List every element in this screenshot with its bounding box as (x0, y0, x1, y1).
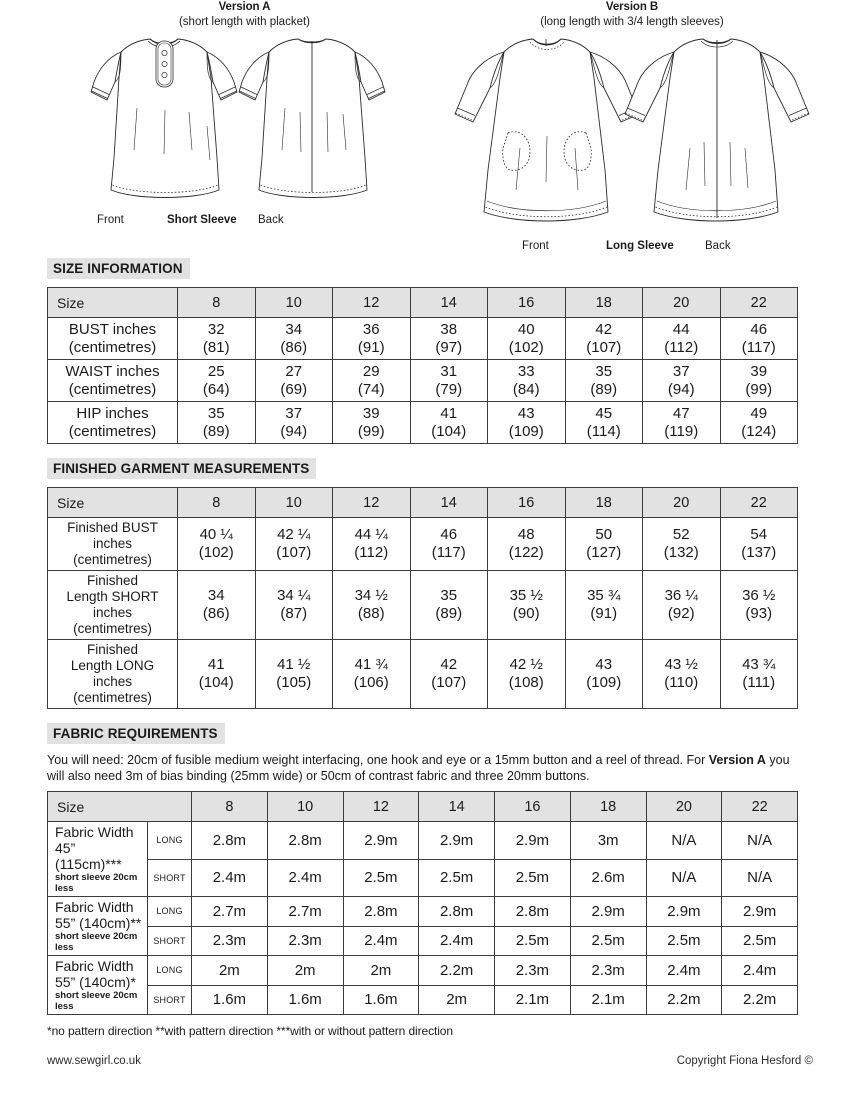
version-b-block (442, 0, 822, 254)
cell-45short-16: 2.5m (495, 859, 571, 897)
cell-45long-12: 2.9m (343, 822, 419, 860)
cell-bust-18: 42 (107) (565, 318, 643, 360)
cell-55bshort-8: 1.6m (192, 985, 268, 1015)
page-footer (47, 1055, 813, 1067)
cell-bust-10: 34 (86) (255, 318, 333, 360)
col-header-16: 16 (495, 792, 571, 822)
version-b-figure-labels (442, 238, 822, 254)
size-information-table (47, 287, 798, 444)
table-row (48, 897, 798, 927)
row-label-line2: inches (92, 536, 133, 551)
table-row (48, 822, 798, 860)
row-label-line2: (centimetres) (68, 422, 157, 440)
cell-hip-22: 49 (124) (720, 402, 798, 444)
fabric-label-line2: 45” (115cm)*** (55, 840, 122, 872)
version-b-title: Version B (605, 1, 659, 13)
col-header-20: 20 (646, 792, 722, 822)
fabric-requirements-heading: FABRIC REQUIREMENTS (47, 723, 225, 744)
note-part2: you will also need 3m of bias binding (25mm wide) or 50cm of contrast fabric and three 20mm buttons. (47, 753, 790, 783)
cell-bust-8: 32 (81) (178, 318, 256, 360)
version-a-figure-labels (67, 212, 422, 228)
version-b-subtitle: (long length with 3/4 length sleeves) (540, 16, 724, 28)
cell-55along-10: 2.7m (267, 897, 343, 927)
row-label-line1: Finished (86, 642, 139, 657)
table-row (48, 640, 798, 709)
col-header-14: 14 (410, 288, 488, 318)
col-header-8: 8 (178, 288, 256, 318)
version-b-drawing-svg (442, 30, 822, 238)
table-row (48, 360, 798, 402)
version-a-back-figure (239, 39, 385, 198)
finished-garment-heading: FINISHED GARMENT MEASUREMENTS (47, 458, 316, 479)
cell-flenshort-16: 35 ½ (90) (488, 571, 566, 640)
cell-hip-10: 37 (94) (255, 402, 333, 444)
table-row (48, 402, 798, 444)
cell-55alang-8: 2.7m (192, 897, 268, 927)
cell-45long-16: 2.9m (495, 822, 571, 860)
cell-55bshort-18: 2.1m (570, 985, 646, 1015)
cell-45short-22: N/A (722, 859, 798, 897)
cell-fbust-22: 54 (137) (720, 518, 798, 571)
row-label-bust (48, 318, 178, 360)
table-row (48, 318, 798, 360)
note-part1: You will need: 20cm of fusible medium weight interfacing, one hook and eye or a 15mm button and a reel of thread. For (47, 753, 709, 767)
cell-fbust-10: 42 ¼ (107) (255, 518, 333, 571)
row-label-waist (48, 360, 178, 402)
cell-bust-20: 44 (112) (643, 318, 721, 360)
copyright-text: Copyright Fiona Hesford © (676, 1055, 813, 1067)
fabric-label-line3: short sleeve 20cm less (55, 931, 138, 953)
row-label-line1: Finished BUST (67, 520, 158, 535)
cell-55ashort-16: 2.5m (495, 926, 571, 956)
cell-fbust-8: 40 ¼ (102) (178, 518, 256, 571)
length-label-short-55b: SHORT (148, 985, 192, 1015)
row-label-line1: Finished (86, 573, 139, 588)
cell-waist-18: 35 (89) (565, 360, 643, 402)
col-header-12: 12 (333, 288, 411, 318)
table-header-row (48, 792, 798, 822)
cell-55ashort-20: 2.5m (646, 926, 722, 956)
technical-drawings-section (47, 0, 813, 258)
cell-45short-8: 2.4m (192, 859, 268, 897)
col-header-18: 18 (565, 288, 643, 318)
fabric-requirements-table (47, 791, 798, 1015)
row-label-line4: (centimetres) (73, 621, 152, 636)
row-label-fabric-width-45 (48, 822, 148, 897)
row-label-fabric-width-55-double-star (48, 897, 148, 956)
row-label-line3: inches (92, 674, 133, 689)
finished-garment-section (47, 458, 813, 709)
cell-55ashort-12: 2.4m (343, 926, 419, 956)
row-label-fabric-width-55-single-star (48, 956, 148, 1015)
cell-flenshort-10: 34 ¼ (87) (255, 571, 333, 640)
col-header-20: 20 (643, 288, 721, 318)
label-long-sleeve: Long Sleeve (606, 240, 674, 252)
row-label-line1: HIP inches (76, 404, 149, 422)
cell-hip-16: 43 (109) (488, 402, 566, 444)
cell-waist-12: 29 (74) (333, 360, 411, 402)
version-a-front-figure (91, 39, 237, 198)
cell-bust-14: 38 (97) (410, 318, 488, 360)
size-information-heading: SIZE INFORMATION (47, 258, 190, 279)
fabric-label-line3: short sleeve 20cm less (55, 872, 138, 894)
length-label-long-45: LONG (148, 822, 192, 860)
cell-55blong-12: 2m (343, 956, 419, 986)
cell-waist-22: 39 (99) (720, 360, 798, 402)
col-header-8: 8 (192, 792, 268, 822)
cell-hip-18: 45 (114) (565, 402, 643, 444)
cell-55blong-14: 2.2m (419, 956, 495, 986)
row-label-line2: (centimetres) (68, 380, 157, 398)
cell-55ashort-14: 2.4m (419, 926, 495, 956)
col-header-18: 18 (565, 488, 643, 518)
fabric-label-line2: 55” (140cm)* (55, 974, 136, 990)
col-header-14: 14 (419, 792, 495, 822)
table-row (48, 985, 798, 1015)
col-header-22: 22 (720, 288, 798, 318)
cell-flenshort-14: 35 (89) (410, 571, 488, 640)
cell-fbust-12: 44 ¼ (112) (333, 518, 411, 571)
cell-bust-16: 40 (102) (488, 318, 566, 360)
cell-hip-14: 41 (104) (410, 402, 488, 444)
cell-flenshort-22: 36 ½ (93) (720, 571, 798, 640)
cell-55bshort-22: 2.2m (722, 985, 798, 1015)
cell-flenlong-10: 41 ½ (105) (255, 640, 333, 709)
label-back-b: Back (705, 240, 731, 252)
cell-55blong-16: 2.3m (495, 956, 571, 986)
fabric-label-line1: Fabric Width (55, 958, 134, 974)
col-header-12: 12 (343, 792, 419, 822)
cell-waist-20: 37 (94) (643, 360, 721, 402)
cell-waist-10: 27 (69) (255, 360, 333, 402)
cell-55bshort-12: 1.6m (343, 985, 419, 1015)
fabric-label-line1: Fabric Width (55, 899, 134, 915)
cell-waist-16: 33 (84) (488, 360, 566, 402)
cell-flenlong-18: 43 (109) (565, 640, 643, 709)
cell-bust-22: 46 (117) (720, 318, 798, 360)
row-label-line2: Length LONG (70, 658, 155, 673)
cell-flenlong-20: 43 ½ (110) (643, 640, 721, 709)
version-b-front-figure (455, 39, 639, 221)
col-header-size: Size (48, 792, 192, 822)
version-a-subtitle: (short length with placket) (178, 16, 311, 28)
cell-55blong-20: 2.4m (646, 956, 722, 986)
label-front-a: Front (97, 214, 124, 226)
fabric-label-line3: short sleeve 20cm less (55, 990, 138, 1012)
label-back-a: Back (258, 214, 284, 226)
length-label-short-45: SHORT (148, 859, 192, 897)
row-label-line2: Length SHORT (66, 589, 159, 604)
col-header-18: 18 (570, 792, 646, 822)
cell-45long-18: 3m (570, 822, 646, 860)
note-version-a: Version A (708, 753, 766, 767)
row-label-line1: BUST inches (68, 320, 157, 338)
cell-55along-16: 2.8m (495, 897, 571, 927)
fabric-label-line2: 55” (140cm)** (55, 915, 142, 931)
length-label-long-55a: LONG (148, 897, 192, 927)
cell-hip-12: 39 (99) (333, 402, 411, 444)
cell-55along-20: 2.9m (646, 897, 722, 927)
cell-55blong-22: 2.4m (722, 956, 798, 986)
fabric-requirements-section (47, 723, 813, 1067)
size-information-section (47, 258, 813, 444)
cell-45short-18: 2.6m (570, 859, 646, 897)
version-a-figures (67, 30, 422, 228)
cell-55along-18: 2.9m (570, 897, 646, 927)
cell-flenlong-16: 42 ½ (108) (488, 640, 566, 709)
cell-fbust-18: 50 (127) (565, 518, 643, 571)
length-label-short-55a: SHORT (148, 926, 192, 956)
cell-45long-14: 2.9m (419, 822, 495, 860)
col-header-size: Size (48, 288, 178, 318)
pattern-direction-footnote: *no pattern direction **with pattern direction ***with or without pattern direction (47, 1024, 453, 1038)
fabric-label-line1: Fabric Width (55, 824, 134, 840)
cell-flenlong-14: 42 (107) (410, 640, 488, 709)
table-header-row (48, 288, 798, 318)
row-label-line3: inches (92, 605, 133, 620)
row-label-hip (48, 402, 178, 444)
table-row (48, 859, 798, 897)
col-header-22: 22 (722, 792, 798, 822)
version-b-figures (442, 30, 822, 254)
cell-flenlong-12: 41 ¾ (106) (333, 640, 411, 709)
cell-flenlong-8: 41 (104) (178, 640, 256, 709)
cell-45long-8: 2.8m (192, 822, 268, 860)
cell-45long-20: N/A (646, 822, 722, 860)
col-header-10: 10 (267, 792, 343, 822)
cell-flenlong-22: 43 ¾ (111) (720, 640, 798, 709)
cell-55blong-18: 2.3m (570, 956, 646, 986)
cell-55along-22: 2.9m (722, 897, 798, 927)
cell-fbust-20: 52 (132) (643, 518, 721, 571)
col-header-size: Size (48, 488, 178, 518)
cell-45short-10: 2.4m (267, 859, 343, 897)
cell-fbust-16: 48 (122) (488, 518, 566, 571)
col-header-22: 22 (720, 488, 798, 518)
col-header-20: 20 (643, 488, 721, 518)
table-row (48, 956, 798, 986)
finished-garment-table (47, 487, 798, 709)
website-link[interactable]: www.sewgirl.co.uk (47, 1055, 141, 1067)
cell-45short-20: N/A (646, 859, 722, 897)
cell-hip-8: 35 (89) (178, 402, 256, 444)
col-header-16: 16 (488, 488, 566, 518)
cell-55ashort-18: 2.5m (570, 926, 646, 956)
cell-55along-14: 2.8m (419, 897, 495, 927)
cell-waist-8: 25 (64) (178, 360, 256, 402)
col-header-10: 10 (255, 288, 333, 318)
cell-bust-12: 36 (91) (333, 318, 411, 360)
cell-flenshort-8: 34 (86) (178, 571, 256, 640)
cell-55bshort-10: 1.6m (267, 985, 343, 1015)
cell-45long-22: N/A (722, 822, 798, 860)
cell-55bshort-14: 2m (419, 985, 495, 1015)
version-a-title: Version A (218, 1, 271, 13)
table-header-row (48, 488, 798, 518)
cell-fbust-14: 46 (117) (410, 518, 488, 571)
label-front-b: Front (522, 240, 549, 252)
col-header-10: 10 (255, 488, 333, 518)
cell-55ashort-22: 2.5m (722, 926, 798, 956)
row-label-line2: (centimetres) (68, 338, 157, 356)
cell-45long-10: 2.8m (267, 822, 343, 860)
row-label-line3: (centimetres) (73, 552, 152, 567)
row-label-finished-bust (48, 518, 178, 571)
row-label-line4: (centimetres) (73, 690, 152, 705)
label-short-sleeve: Short Sleeve (167, 214, 237, 226)
row-label-finished-length-short (48, 571, 178, 640)
table-row (48, 518, 798, 571)
cell-55ashort-10: 2.3m (267, 926, 343, 956)
cell-55blong-8: 2m (192, 956, 268, 986)
cell-45short-14: 2.5m (419, 859, 495, 897)
cell-waist-14: 31 (79) (410, 360, 488, 402)
cell-45short-12: 2.5m (343, 859, 419, 897)
cell-55bshort-20: 2.2m (646, 985, 722, 1015)
table-row (48, 571, 798, 640)
col-header-16: 16 (488, 288, 566, 318)
table-row (48, 926, 798, 956)
cell-55along-12: 2.8m (343, 897, 419, 927)
fabric-requirements-note (47, 752, 799, 784)
row-label-line1: WAIST inches (65, 362, 160, 380)
version-a-block (67, 0, 422, 228)
col-header-8: 8 (178, 488, 256, 518)
col-header-14: 14 (410, 488, 488, 518)
cell-flenshort-12: 34 ½ (88) (333, 571, 411, 640)
cell-hip-20: 47 (119) (643, 402, 721, 444)
cell-flenshort-20: 36 ¼ (92) (643, 571, 721, 640)
col-header-12: 12 (333, 488, 411, 518)
cell-55blong-10: 2m (267, 956, 343, 986)
cell-55ashort-8: 2.3m (192, 926, 268, 956)
cell-flenshort-18: 35 ¾ (91) (565, 571, 643, 640)
length-label-long-55b: LONG (148, 956, 192, 986)
version-a-drawing-svg (67, 30, 422, 212)
row-label-finished-length-long (48, 640, 178, 709)
version-b-back-figure (625, 39, 809, 221)
cell-55bshort-16: 2.1m (495, 985, 571, 1015)
